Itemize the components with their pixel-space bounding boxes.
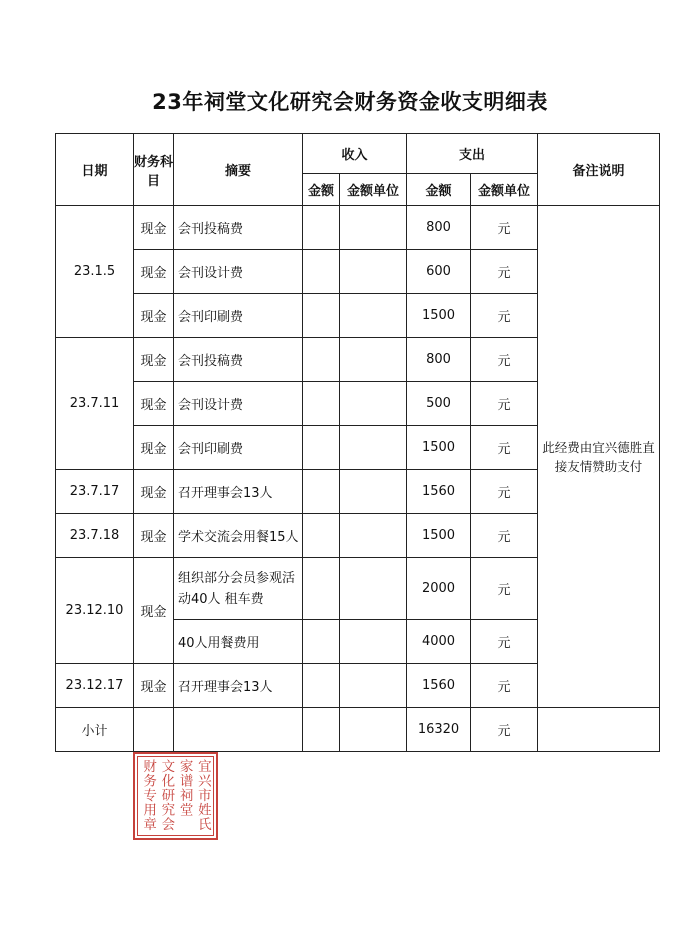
income-unit-cell xyxy=(340,470,407,514)
seal-text-column: 财务专用章 xyxy=(140,759,157,832)
expense-amount-cell: 1560 xyxy=(407,664,471,708)
expense-amount-cell: 600 xyxy=(407,250,471,294)
expense-unit-cell: 元 xyxy=(471,514,538,558)
summary-cell: 组织部分会员参观活动40人 租车费 xyxy=(174,558,303,620)
expense-amount-cell: 1500 xyxy=(407,426,471,470)
expense-unit-cell: 元 xyxy=(471,382,538,426)
subtotal-label: 小计 xyxy=(56,708,134,752)
income-unit-cell xyxy=(340,664,407,708)
income-unit-cell xyxy=(340,620,407,664)
summary-cell: 会刊设计费 xyxy=(174,382,303,426)
summary-cell: 会刊投稿费 xyxy=(174,338,303,382)
expense-unit-cell: 元 xyxy=(471,664,538,708)
income-unit-cell xyxy=(340,250,407,294)
expense-amount-cell: 1500 xyxy=(407,514,471,558)
date-cell: 23.7.17 xyxy=(56,470,134,514)
summary-cell: 会刊投稿费 xyxy=(174,206,303,250)
header-expense-amount: 金额 xyxy=(407,174,471,206)
subtotal-note-cell xyxy=(538,708,660,752)
header-expense-unit: 金额单位 xyxy=(471,174,538,206)
subtotal-amount: 16320 xyxy=(407,708,471,752)
expense-unit-cell: 元 xyxy=(471,294,538,338)
date-cell: 23.1.5 xyxy=(56,206,134,338)
account-cell: 现金 xyxy=(134,426,174,470)
income-amount-cell xyxy=(303,620,340,664)
summary-cell: 40人用餐费用 xyxy=(174,620,303,664)
document-title: 23年祠堂文化研究会财务资金收支明细表 xyxy=(152,90,548,114)
header-income: 收入 xyxy=(303,134,407,174)
subtotal-income-unit-cell xyxy=(340,708,407,752)
expense-unit-cell: 元 xyxy=(471,250,538,294)
seal-inner-border xyxy=(137,756,214,836)
account-cell: 现金 xyxy=(134,470,174,514)
subtotal-summary-cell xyxy=(174,708,303,752)
note-cell: 此经费由宜兴德胜直接友情赞助支付 xyxy=(538,206,660,708)
income-amount-cell xyxy=(303,250,340,294)
income-amount-cell xyxy=(303,206,340,250)
table-row xyxy=(56,206,660,250)
summary-cell: 召开理事会13人 xyxy=(174,470,303,514)
income-unit-cell xyxy=(340,294,407,338)
account-cell: 现金 xyxy=(134,558,174,664)
income-amount-cell xyxy=(303,470,340,514)
expense-unit-cell: 元 xyxy=(471,470,538,514)
income-unit-cell xyxy=(340,558,407,620)
summary-cell: 会刊印刷费 xyxy=(174,426,303,470)
subtotal-account-cell xyxy=(134,708,174,752)
subtotal-unit: 元 xyxy=(471,708,538,752)
expense-unit-cell: 元 xyxy=(471,426,538,470)
account-cell: 现金 xyxy=(134,664,174,708)
summary-cell: 会刊设计费 xyxy=(174,250,303,294)
income-amount-cell xyxy=(303,338,340,382)
seal-text-column: 家谱祠堂 xyxy=(176,759,193,817)
expense-amount-cell: 2000 xyxy=(407,558,471,620)
expense-amount-cell: 1560 xyxy=(407,470,471,514)
date-cell: 23.12.17 xyxy=(56,664,134,708)
account-cell: 现金 xyxy=(134,338,174,382)
expense-amount-cell: 800 xyxy=(407,338,471,382)
expense-amount-cell: 500 xyxy=(407,382,471,426)
seal-text-column: 宜兴市姓氏 xyxy=(194,759,211,832)
header-note: 备注说明 xyxy=(538,134,660,206)
seal-text-column: 文化研究会 xyxy=(158,759,175,832)
header-account: 财务科目 xyxy=(134,134,174,206)
summary-cell: 学术交流会用餐15人 xyxy=(174,514,303,558)
subtotal-income-amount-cell xyxy=(303,708,340,752)
header-income-unit: 金额单位 xyxy=(340,174,407,206)
date-cell: 23.7.18 xyxy=(56,514,134,558)
date-cell: 23.12.10 xyxy=(56,558,134,664)
date-cell: 23.7.11 xyxy=(56,338,134,470)
account-cell: 现金 xyxy=(134,514,174,558)
income-amount-cell xyxy=(303,382,340,426)
header-expense: 支出 xyxy=(407,134,538,174)
summary-cell: 会刊印刷费 xyxy=(174,294,303,338)
expense-unit-cell: 元 xyxy=(471,338,538,382)
income-amount-cell xyxy=(303,558,340,620)
account-cell: 现金 xyxy=(134,250,174,294)
expense-amount-cell: 4000 xyxy=(407,620,471,664)
subtotal-row xyxy=(56,708,660,752)
expense-unit-cell: 元 xyxy=(471,206,538,250)
expense-unit-cell: 元 xyxy=(471,620,538,664)
header-date: 日期 xyxy=(56,134,134,206)
income-unit-cell xyxy=(340,382,407,426)
income-unit-cell xyxy=(340,426,407,470)
finance-seal xyxy=(133,752,218,840)
income-unit-cell xyxy=(340,514,407,558)
header-income-amount: 金额 xyxy=(303,174,340,206)
income-unit-cell xyxy=(340,206,407,250)
header-summary: 摘要 xyxy=(174,134,303,206)
account-cell: 现金 xyxy=(134,206,174,250)
income-amount-cell xyxy=(303,294,340,338)
account-cell: 现金 xyxy=(134,382,174,426)
expense-amount-cell: 800 xyxy=(407,206,471,250)
income-amount-cell xyxy=(303,514,340,558)
income-unit-cell xyxy=(340,338,407,382)
income-amount-cell xyxy=(303,426,340,470)
expense-amount-cell: 1500 xyxy=(407,294,471,338)
summary-cell: 召开理事会13人 xyxy=(174,664,303,708)
income-amount-cell xyxy=(303,664,340,708)
account-cell: 现金 xyxy=(134,294,174,338)
finance-table xyxy=(55,133,660,752)
expense-unit-cell: 元 xyxy=(471,558,538,620)
